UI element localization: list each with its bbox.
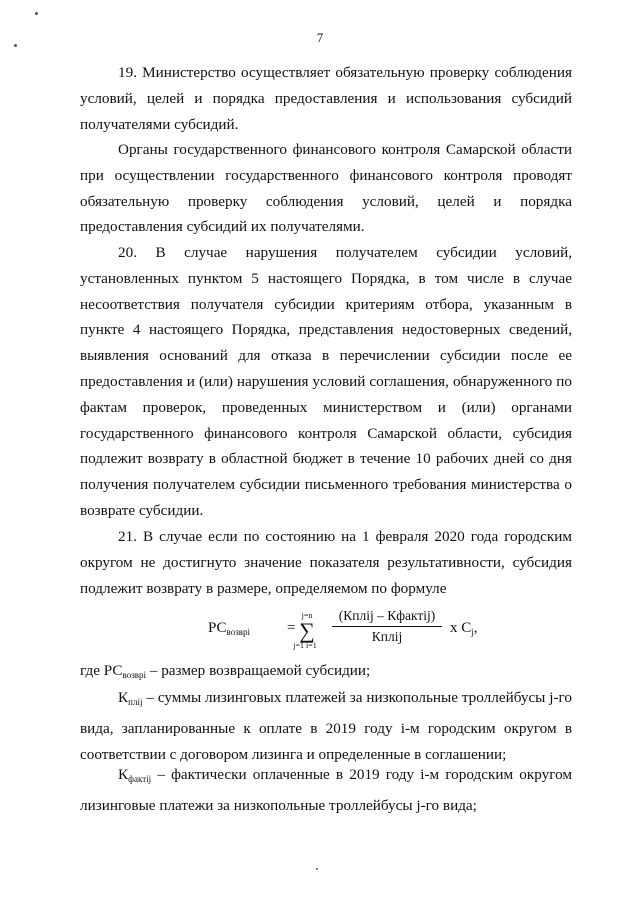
paragraph-19: 19. Министерство осуществляет обязательную проверку соблюдения условий, целей и порядка предоставления и использования субсидий получателями субсидий. xyxy=(80,64,572,133)
formula-rhs: х $С_j$, xyxy=(450,620,478,637)
paragraph-control-organs: Органы государственного финансового контроля Самарской области при осуществлении государственного финансового контроля проводят обязательную проверку соблюдения условий, целей и порядка предоставления субсидий их получателями. xyxy=(80,141,572,236)
definition-kfakt: $К_{фактij}$ – фактически оплаченные в 2019 году i-м городским округом лизинговые платежи за низкопольные троллейбусы j-го вида; xyxy=(80,766,572,814)
formula-fraction xyxy=(332,608,442,645)
paragraph-20: 20. В случае нарушения получателем субсидии условий, установленных пунктом 5 настоящего Порядка, в том числе в случае несоответствия получателя субсидии критериям отбора, указанным в пункте 4 настоящего Порядка, представления недостоверных сведений, выявления оснований для отказа в перечислении субсидии после ее предоставления и (или) нарушения условий соглашения, обнаруженного по фактам проверок, проведенных министерством и (или) органами государственного финансового контроля Самарской области, субсидия подлежит возврату в областной бюджет в течение 10 рабочих дней со дня получения получателем субсидии письменного требования министерства о возврате субсидии. xyxy=(80,244,572,519)
definition-pc: где $РС_{возврi}$ – размер возвращаемой субсидии; xyxy=(80,662,371,680)
scan-speck xyxy=(14,44,17,47)
scan-speck xyxy=(35,12,38,15)
page-number: 7 xyxy=(316,30,324,45)
formula-numerator: (Кплij – Кфактij) xyxy=(332,608,442,627)
definition-kpl: $К_{плij}$ – суммы лизинговых платежей за низкопольные троллейбусы j-го вида, запланированные к оплате в 2019 году i-м городским округом в соответствии с договором лизинга и определенные в соглашении; xyxy=(80,689,572,763)
refund-formula xyxy=(208,606,548,656)
formula-lhs: $РС_{возврi}$ xyxy=(208,620,251,637)
scan-speck xyxy=(316,868,318,870)
formula-denominator: Кплij xyxy=(371,629,403,644)
formula-equals: = xyxy=(287,620,296,636)
sum-operator: j=n ∑ j=1 i=1 xyxy=(293,611,317,650)
paragraph-21: 21. В случае если по состоянию на 1 февраля 2020 года городским округом не достигнуто значение показателя результативности, субсидия подлежит возврату в размере, определяемом по формуле xyxy=(80,528,572,597)
